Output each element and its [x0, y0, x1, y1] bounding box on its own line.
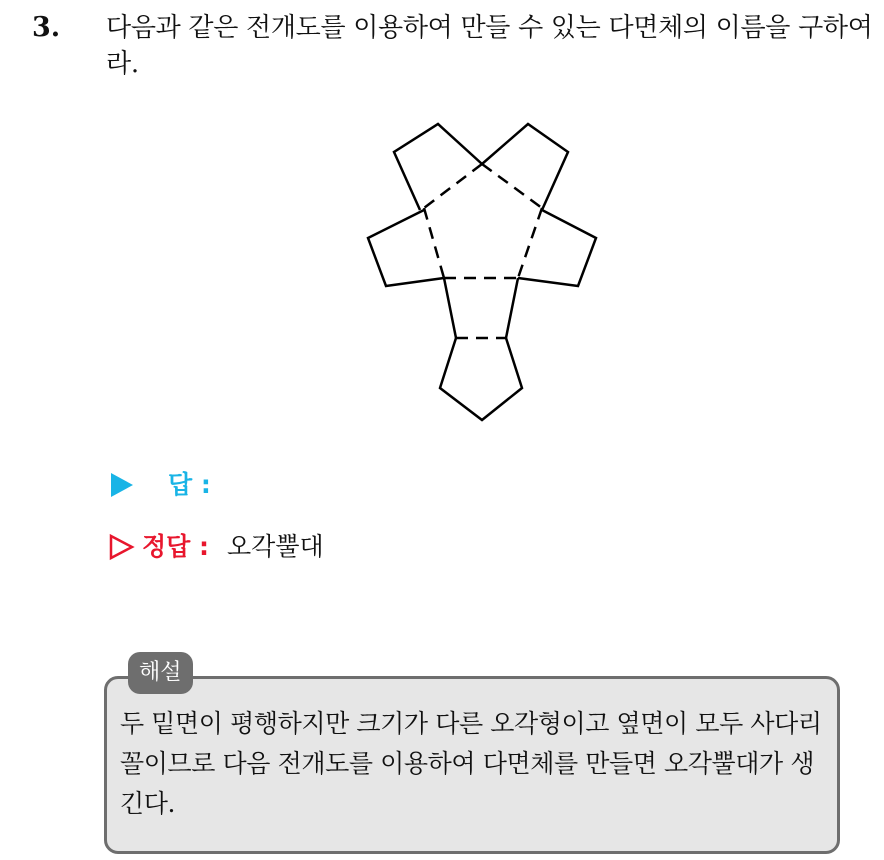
explanation-tag: 해설 [128, 652, 193, 694]
fold-line-3 [424, 208, 444, 278]
correct-answer-label: 정답 : [142, 532, 210, 561]
answer-label: 답 : [168, 470, 211, 499]
fold-line-1 [424, 164, 482, 208]
answer-row [108, 468, 229, 502]
explanation-text: 두 밑면이 평행하지만 크기가 다른 오각형이고 옆면이 모두 사다리꼴이므로 다음 전개도를 이용하여 다면체를 만들면 오각뿔대가 생긴다. [120, 709, 822, 818]
filled-triangle-icon [108, 470, 136, 500]
question-text: 다음과 같은 전개도를 이용하여 만들 수 있는 다면체의 이름을 구하여라. [106, 13, 873, 79]
side-face-top-left [394, 124, 482, 210]
side-face-right [518, 210, 596, 286]
side-face-bottom-left-edge [444, 278, 456, 338]
net-diagram [352, 110, 612, 430]
side-face-top-right [482, 124, 568, 210]
pentagonal-frustum-net-icon [352, 110, 612, 430]
correct-answer-value: 오각뿔대 [227, 532, 324, 561]
small-pentagon-base [440, 338, 522, 420]
fold-line-2 [482, 164, 542, 208]
correct-answer-row [108, 530, 324, 564]
question-number: 3. [32, 12, 61, 43]
outline-triangle-icon [108, 532, 136, 562]
fold-line-4 [518, 208, 542, 278]
side-face-left [368, 210, 444, 286]
side-face-bottom-right-edge [506, 278, 518, 338]
